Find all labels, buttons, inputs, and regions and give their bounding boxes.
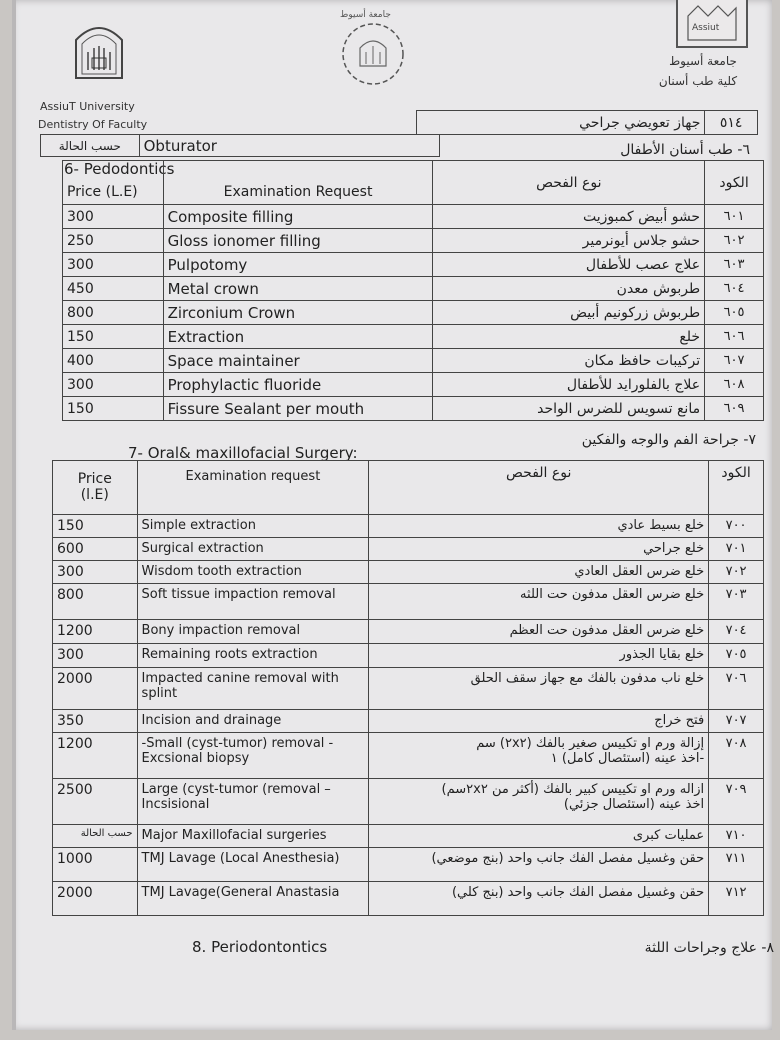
oral-code: ٧٠٢ xyxy=(709,561,764,584)
stamp-text: جامعة أسيوط xyxy=(340,10,391,20)
oral-price: 2500 xyxy=(53,779,138,825)
oral-exam-ar-line1: حقن وغسيل مفصل الفك جانب واحد (بنج موضعي) xyxy=(431,851,705,866)
oral-exam-ar xyxy=(369,710,709,733)
oral-code: ٧١٠ xyxy=(709,825,764,848)
oral-exam-ar-line1: فتح خراج xyxy=(654,713,705,728)
oral-exam xyxy=(137,515,369,538)
pedo-exam-ar: تركيبات حافظ مكان xyxy=(433,349,705,373)
pedo-code: ٦٠٧ xyxy=(705,349,764,373)
oral-surgery-table xyxy=(52,460,764,916)
oral-exam-ar xyxy=(369,882,709,916)
oral-exam-ar-line1: عمليات كبرى xyxy=(632,828,705,843)
obturator-table xyxy=(40,110,758,135)
oral-exam-ar-line1: خلع بسيط عادي xyxy=(617,518,705,533)
oral-exam-line1: Remaining roots extraction xyxy=(141,647,318,662)
oral-code: ٧٠٤ xyxy=(709,620,764,644)
pedo-exam-ar: حشو جلاس أيونرمير xyxy=(433,229,705,253)
oral-exam-line1: Simple extraction xyxy=(141,518,256,533)
oral-exam-line1: Wisdom tooth extraction xyxy=(141,564,302,579)
oral-exam-line1: Soft tissue impaction removal xyxy=(141,587,336,602)
oral-exam xyxy=(137,779,369,825)
oral-code: ٧٠٨ xyxy=(709,733,764,779)
oral-exam-ar-line1: خلع ضرس العقل مدفون حت العظم xyxy=(509,623,705,638)
pedo-col-exam: Examination Request xyxy=(163,161,433,205)
oral-exam xyxy=(137,644,369,668)
oral-exam-ar xyxy=(369,620,709,644)
oral-exam-ar-line1: ازاله ورم او تكييس كبير بالفك (أكثر من ٢x٢سم) xyxy=(441,782,705,797)
oral-exam-ar xyxy=(369,825,709,848)
pedo-row xyxy=(63,373,764,397)
oral-exam-ar xyxy=(369,733,709,779)
faculty-name-en: Dentistry Of Faculty xyxy=(38,118,148,131)
oral-exam-ar-line2: اخذ عينه (استئصال جزئي) xyxy=(563,797,705,812)
oral-exam xyxy=(137,733,369,779)
oral-price: 350 xyxy=(53,710,138,733)
oral-exam-ar xyxy=(369,644,709,668)
oral-exam-ar xyxy=(369,848,709,882)
oral-row xyxy=(53,584,764,620)
pedo-exam-ar: مانع تسويس للضرس الواحد xyxy=(433,397,705,421)
oral-price: 300 xyxy=(53,561,138,584)
oral-exam-line2: Incsisional xyxy=(141,797,210,812)
pedo-code: ٦٠٦ xyxy=(705,325,764,349)
oral-exam-line1: -Small (cyst-tumor) removal - xyxy=(141,736,334,751)
pedo-code: ٦٠١ xyxy=(705,205,764,229)
oral-exam-ar xyxy=(369,515,709,538)
pedo-code: ٦٠٩ xyxy=(705,397,764,421)
pedo-exam: Metal crown xyxy=(163,277,433,301)
oral-exam xyxy=(137,668,369,710)
oral-row xyxy=(53,882,764,916)
oral-exam-ar-line1: خلع ضرس العقل مدفون حت اللثه xyxy=(520,587,705,602)
oral-exam xyxy=(137,538,369,561)
pedo-price: 800 xyxy=(63,301,164,325)
oral-price: 300 xyxy=(53,644,138,668)
pedo-code: ٦٠٤ xyxy=(705,277,764,301)
oral-col-price-label: Price xyxy=(77,471,112,487)
oral-code: ٧١٢ xyxy=(709,882,764,916)
oral-row xyxy=(53,644,764,668)
oral-exam-line1: Surgical extraction xyxy=(141,541,264,556)
oral-col-type-ar: نوع الفحص xyxy=(369,461,709,515)
pedo-row xyxy=(63,205,764,229)
oral-row xyxy=(53,733,764,779)
obturator-detail-row xyxy=(40,134,440,157)
pedo-exam: Gloss ionomer filling xyxy=(163,229,433,253)
oral-price: حسب الحالة xyxy=(53,825,138,848)
pedo-row xyxy=(63,397,764,421)
oral-code: ٧٠١ xyxy=(709,538,764,561)
pedo-row xyxy=(63,349,764,373)
section-6-title: 6- Pedodontics xyxy=(64,160,175,178)
oral-exam-line1: TMJ Lavage (Local Anesthesia) xyxy=(141,851,340,866)
pedo-exam: Zirconium Crown xyxy=(163,301,433,325)
oral-row xyxy=(53,668,764,710)
pedo-row xyxy=(63,325,764,349)
oral-price: 2000 xyxy=(53,668,138,710)
oral-exam-ar-line1: حقن وغسيل مفصل الفك جانب واحد (بنج كلي) xyxy=(451,885,705,900)
oral-row xyxy=(53,538,764,561)
pedo-col-price: Price (L.E) xyxy=(63,161,164,205)
oral-exam xyxy=(137,848,369,882)
obturator-name-ar: جهاز تعويضي جراحي xyxy=(416,111,705,135)
oral-exam-ar xyxy=(369,561,709,584)
pedo-price: 150 xyxy=(63,397,164,421)
oral-exam-ar-line1: خلع ضرس العقل العادي xyxy=(574,564,705,579)
oral-exam xyxy=(137,825,369,848)
oral-exam-ar-line2: -اخذ عينه (استئصال كامل) ١ xyxy=(550,751,705,766)
oral-exam-ar xyxy=(369,584,709,620)
pedo-exam-ar: حشو أبيض كمبوزيت xyxy=(433,205,705,229)
pedo-exam-ar: طربوش زركونيم أبيض xyxy=(433,301,705,325)
oral-col-price xyxy=(53,461,138,515)
oral-price: 1000 xyxy=(53,848,138,882)
oral-row xyxy=(53,561,764,584)
obturator-name-en: Obturator xyxy=(139,135,439,157)
pedo-exam: Extraction xyxy=(163,325,433,349)
oral-code: ٧٠٠ xyxy=(709,515,764,538)
pedo-price: 150 xyxy=(63,325,164,349)
oral-exam-ar xyxy=(369,779,709,825)
oral-row xyxy=(53,620,764,644)
pedo-exam-ar: خلع xyxy=(433,325,705,349)
oral-exam-line2: Excsional biopsy xyxy=(141,751,250,766)
pedo-exam: Composite filling xyxy=(163,205,433,229)
university-emblem-icon xyxy=(70,18,128,82)
oral-exam-line2: splint xyxy=(141,686,178,701)
oral-code: ٧٠٦ xyxy=(709,668,764,710)
pedo-row xyxy=(63,253,764,277)
oral-price: 1200 xyxy=(53,733,138,779)
university-name-ar: جامعة أسيوط xyxy=(669,54,737,68)
oral-exam-ar xyxy=(369,668,709,710)
oral-row xyxy=(53,515,764,538)
oral-code: ٧٠٧ xyxy=(709,710,764,733)
faculty-logo-icon xyxy=(676,0,748,48)
oral-price: 2000 xyxy=(53,882,138,916)
oral-exam-ar-line1: إزالة ورم او تكييس صغير بالفك (٢x٢) سم xyxy=(476,736,705,751)
oral-code: ٧٠٣ xyxy=(709,584,764,620)
oral-price: 150 xyxy=(53,515,138,538)
pedo-exam-ar: علاج عصب للأطفال xyxy=(433,253,705,277)
oral-exam-line1: Bony impaction removal xyxy=(141,623,301,638)
section-8-title-ar: ٨- علاج وجراحات اللثة xyxy=(644,940,774,956)
oral-price: 600 xyxy=(53,538,138,561)
pedo-code: ٦٠٣ xyxy=(705,253,764,277)
pedo-price: 250 xyxy=(63,229,164,253)
pedo-price: 400 xyxy=(63,349,164,373)
pedo-col-type-ar: نوع الفحص xyxy=(433,161,705,205)
pedo-exam: Fissure Sealant per mouth xyxy=(163,397,433,421)
oral-exam-line1: Large (cyst-tumor (removal – xyxy=(141,782,331,797)
oral-code: ٧٠٥ xyxy=(709,644,764,668)
pedo-col-code-ar: الكود xyxy=(705,161,764,205)
oral-col-code-ar: الكود xyxy=(709,461,764,515)
section-7-title: 7- Oral& maxillofacial Surgery: xyxy=(128,444,358,462)
page-edge xyxy=(12,0,16,1030)
pedo-code: ٦٠٨ xyxy=(705,373,764,397)
pedo-row xyxy=(63,277,764,301)
oral-row xyxy=(53,779,764,825)
oral-exam-ar-line1: خلع جراحي xyxy=(643,541,705,556)
pedo-code: ٦٠٢ xyxy=(705,229,764,253)
oral-exam-ar-line1: خلع بقايا الجذور xyxy=(619,647,705,662)
pedo-price: 300 xyxy=(63,373,164,397)
oral-exam xyxy=(137,561,369,584)
pedo-exam-ar: طربوش معدن xyxy=(433,277,705,301)
pedo-exam: Pulpotomy xyxy=(163,253,433,277)
oral-exam xyxy=(137,584,369,620)
oral-code: ٧١١ xyxy=(709,848,764,882)
oral-row xyxy=(53,710,764,733)
oral-code: ٧٠٩ xyxy=(709,779,764,825)
section-7-title-ar: ٧- جراحة الفم والوجه والفكين xyxy=(581,432,756,448)
oral-exam-line1: Impacted canine removal with xyxy=(141,671,339,686)
obturator-code: ٥١٤ xyxy=(705,111,758,135)
oral-exam xyxy=(137,882,369,916)
oral-col-exam: Examination request xyxy=(137,461,369,515)
oral-exam-line1: Incision and drainage xyxy=(141,713,282,728)
oral-exam xyxy=(137,710,369,733)
oral-price: 800 xyxy=(53,584,138,620)
oral-exam-line1: Major Maxillofacial surgeries xyxy=(141,828,327,843)
pedo-row xyxy=(63,229,764,253)
oral-col-price-unit: (l.E) xyxy=(80,487,109,503)
oral-row xyxy=(53,825,764,848)
pedo-code: ٦٠٥ xyxy=(705,301,764,325)
pedo-exam: Space maintainer xyxy=(163,349,433,373)
pedo-exam: Prophylactic fluoride xyxy=(163,373,433,397)
svg-text:Assiut: Assiut xyxy=(692,23,720,33)
faculty-name-ar: كلية طب أسنان xyxy=(658,74,738,88)
oral-exam-ar xyxy=(369,538,709,561)
pedo-price: 300 xyxy=(63,205,164,229)
pedo-price: 300 xyxy=(63,253,164,277)
oral-price: 1200 xyxy=(53,620,138,644)
oral-exam xyxy=(137,620,369,644)
pedodontics-table xyxy=(62,160,764,421)
oral-row xyxy=(53,848,764,882)
pedo-row xyxy=(63,301,764,325)
obturator-price: حسب الحالة xyxy=(41,135,140,157)
university-stamp-icon xyxy=(330,16,416,86)
pedo-exam-ar: علاج بالفلورايد للأطفال xyxy=(433,373,705,397)
section-8-title: 8. Periodontontics xyxy=(192,938,328,956)
university-name-en: AssiuT University xyxy=(40,100,135,113)
section-6-title-ar: ٦- طب أسنان الأطفال xyxy=(620,142,750,158)
oral-exam-ar-line1: خلع ناب مدفون بالفك مع جهاز سقف الحلق xyxy=(470,671,705,686)
oral-exam-line1: TMJ Lavage(General Anastasia xyxy=(141,885,340,900)
pedo-price: 450 xyxy=(63,277,164,301)
